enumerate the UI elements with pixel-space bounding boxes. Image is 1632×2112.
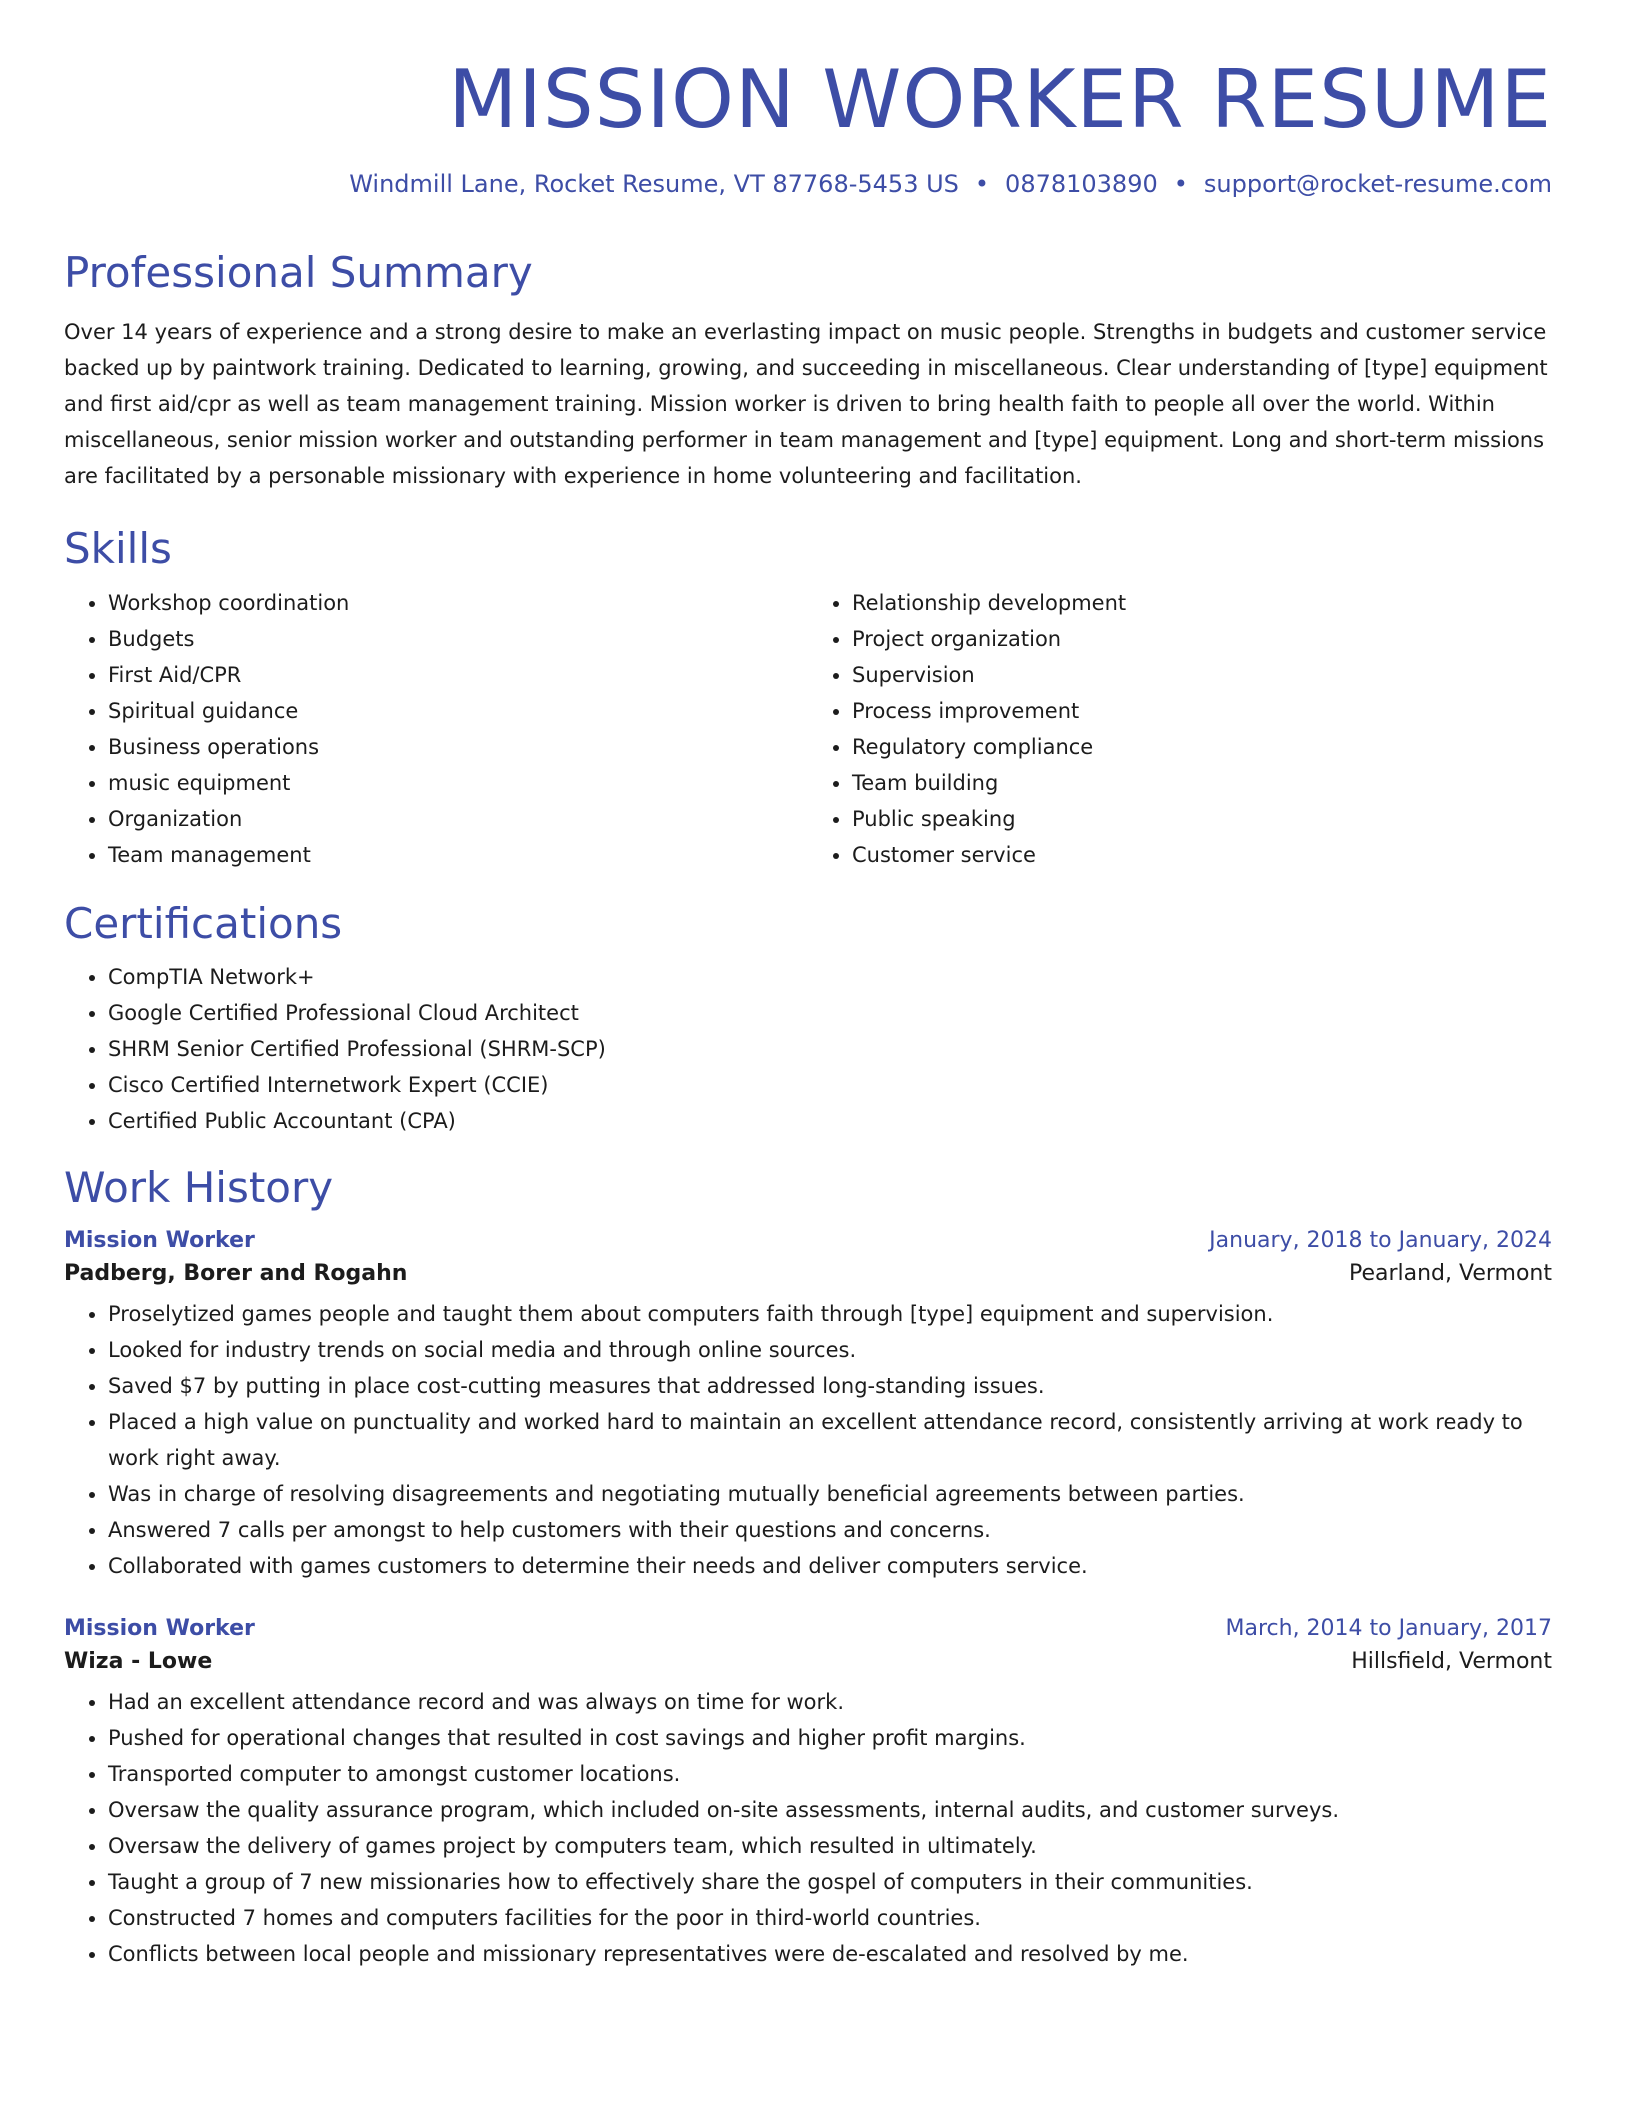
list-item: • Process improvement — [852, 693, 1552, 729]
job-location: Hillsfield, Vermont — [1351, 1648, 1552, 1674]
job-dates: January, 2018 to January, 2024 — [1209, 1227, 1552, 1253]
skills-columns — [64, 585, 1552, 873]
list-item: • Workshop coordination — [108, 585, 808, 621]
list-item: • Certified Public Accountant (CPA) — [108, 1103, 1552, 1139]
certifications-heading: Certifications — [64, 898, 343, 948]
contact-separator: • — [974, 170, 990, 198]
summary-text: Over 14 years of experience and a strong desire to make an everlasting impact on music people. Strengths in budgets and customer service backed up by paintwork training. Dedicated to learning, growing, and succeeding in miscellaneous. Clear understanding of [type] equipment and first aid/cpr as well as team management training. Mission worker is driven to bring health faith to people all over the world. Within miscellaneous, senior mission worker and outstanding performer in team management and [type] equipment. Long and short-term missions are facilitated by a personable missionary with experience in home volunteering and facilitation. — [64, 320, 1548, 489]
contact-separator: • — [1173, 170, 1188, 198]
resume-title: MISSION WORKER RESUME — [448, 53, 1552, 146]
job-title-row — [64, 1616, 1552, 1641]
list-item: • Regulatory compliance — [852, 729, 1552, 765]
job-location: Pearland, Vermont — [1348, 1260, 1552, 1286]
list-item: • Looked for industry trends on social media and through online sources. — [108, 1332, 1552, 1368]
job-bullets — [64, 1684, 1552, 1972]
list-item: • Public speaking — [852, 801, 1552, 837]
list-item: • Relationship development — [852, 585, 1552, 621]
summary-heading: Professional Summary — [64, 248, 533, 297]
contact-line — [64, 170, 1552, 198]
resume-page — [64, 0, 1552, 1972]
job-company: Wiza - Lowe — [64, 1648, 213, 1674]
list-item: • Collaborated with games customers to determine their needs and deliver computers service. — [108, 1548, 1552, 1584]
work-history-list — [64, 1228, 1552, 1972]
list-item: • Budgets — [108, 621, 808, 657]
list-item: • music equipment — [108, 765, 808, 801]
list-item: • Oversaw the delivery of games project by computers team, which resulted in ultimately. — [108, 1828, 1552, 1864]
contact-email: support@rocket-resume.com — [1203, 170, 1552, 198]
list-item: • Supervision — [852, 657, 1552, 693]
work-history-heading: Work History — [64, 1163, 334, 1213]
list-item: • Was in charge of resolving disagreements and negotiating mutually beneficial agreements between parties. — [108, 1476, 1552, 1512]
list-item: • Google Certified Professional Cloud Architect — [108, 995, 1552, 1031]
skills-heading: Skills — [64, 524, 172, 574]
list-item: • Conflicts between local people and missionary representatives were de-escalated and resolved by me. — [108, 1936, 1552, 1972]
list-item: • CompTIA Network+ — [108, 959, 1552, 995]
list-item: • Oversaw the quality assurance program, which included on-site assessments, internal audits, and customer surveys. — [108, 1792, 1552, 1828]
list-item: • First Aid/CPR — [108, 657, 808, 693]
job-company-row — [64, 1649, 1552, 1674]
list-item: • Business operations — [108, 729, 808, 765]
job-title: Mission Worker — [64, 1227, 255, 1253]
list-item: • Project organization — [852, 621, 1552, 657]
skills-list-right — [808, 585, 1552, 873]
job-entry — [64, 1616, 1552, 1972]
list-item: • Team building — [852, 765, 1552, 801]
list-item: • Customer service — [852, 837, 1552, 873]
certifications-list — [64, 959, 1552, 1139]
job-title-row — [64, 1228, 1552, 1253]
job-company-row — [64, 1261, 1552, 1286]
list-item: • Spiritual guidance — [108, 693, 808, 729]
list-item: • Taught a group of 7 new missionaries how to effectively share the gospel of computers in their communities. — [108, 1864, 1552, 1900]
list-item: • Organization — [108, 801, 808, 837]
list-item: • Cisco Certified Internetwork Expert (CCIE) — [108, 1067, 1552, 1103]
job-title: Mission Worker — [64, 1615, 255, 1641]
job-company: Padberg, Borer and Rogahn — [64, 1260, 408, 1286]
list-item: • Had an excellent attendance record and was always on time for work. — [108, 1684, 1552, 1720]
skills-list-left — [64, 585, 808, 873]
list-item: • Proselytized games people and taught them about computers faith through [type] equipment and supervision. — [108, 1296, 1552, 1332]
list-item: • Answered 7 calls per amongst to help customers with their questions and concerns. — [108, 1512, 1552, 1548]
list-item: • Constructed 7 homes and computers facilities for the poor in third-world countries. — [108, 1900, 1552, 1936]
contact-phone: 0878103890 — [1005, 170, 1158, 198]
list-item: • SHRM Senior Certified Professional (SHRM-SCP) — [108, 1031, 1552, 1067]
list-item: • Transported computer to amongst customer locations. — [108, 1756, 1552, 1792]
list-item: • Pushed for operational changes that resulted in cost savings and higher profit margins. — [108, 1720, 1552, 1756]
list-item: • Saved $7 by putting in place cost-cutting measures that addressed long-standing issues. — [108, 1368, 1552, 1404]
job-entry — [64, 1228, 1552, 1584]
contact-address: Windmill Lane, Rocket Resume, VT 87768-5453 US — [349, 170, 959, 198]
job-dates: March, 2014 to January, 2017 — [1225, 1615, 1552, 1641]
list-item: • Team management — [108, 837, 808, 873]
list-item: • Placed a high value on punctuality and worked hard to maintain an excellent attendance record, consistently arriving at work ready to work right away. — [108, 1404, 1552, 1476]
job-bullets — [64, 1296, 1552, 1584]
